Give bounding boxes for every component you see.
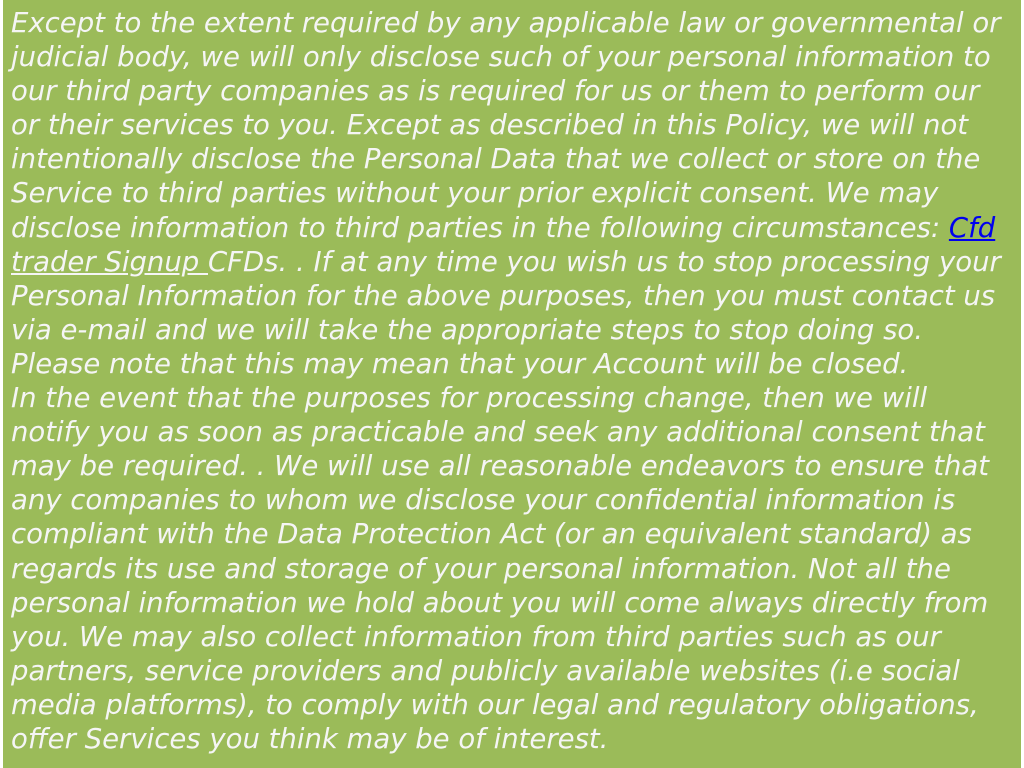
paragraph-purposes: In the event that the purposes for processing change, then we will notify you as soon as practicable and seek any additional consent that may be required. . We will use all reasonable endeavors to ensure that any companies to whom we disclose your confidential information is compliant with the Data Protection Act (or an equivalent standard) as regards its use and storage of your personal information. Not all the personal information we hold about you will come always directly from you. We may also collect information from third parties such as our partners, service providers and publicly available websites (i.e social media platforms), to comply with our legal and regulatory obligations, offer Services you think may be of interest. (11, 382, 990, 755)
document-page (3, 0, 1021, 768)
paragraph-disclosure-tail: CFDs. . If at any time you wish us to stop processing your Personal Information for the above purposes, then you must contact us via e-mail and we will take the appropriate steps to stop doing so. Please note that this may mean that your Account will be closed. (11, 245, 1001, 380)
trader-signup-link[interactable]: trader Signup (11, 245, 208, 278)
paragraph-disclosure-lead: Except to the extent required by any applicable law or governmental or judicial body, we will only disclose such of your personal information to our third party companies as is required for us or them to perform our or their services to you. Except as described in this Policy, we will not intentionally disclose the Personal Data that we collect or store on the Service to third parties without your prior explicit consent. We may disclose information to third parties in the following circumstances: (11, 7, 1001, 244)
cfd-link[interactable]: Cfd (948, 211, 996, 244)
paragraph-disclosure (11, 6, 1013, 381)
